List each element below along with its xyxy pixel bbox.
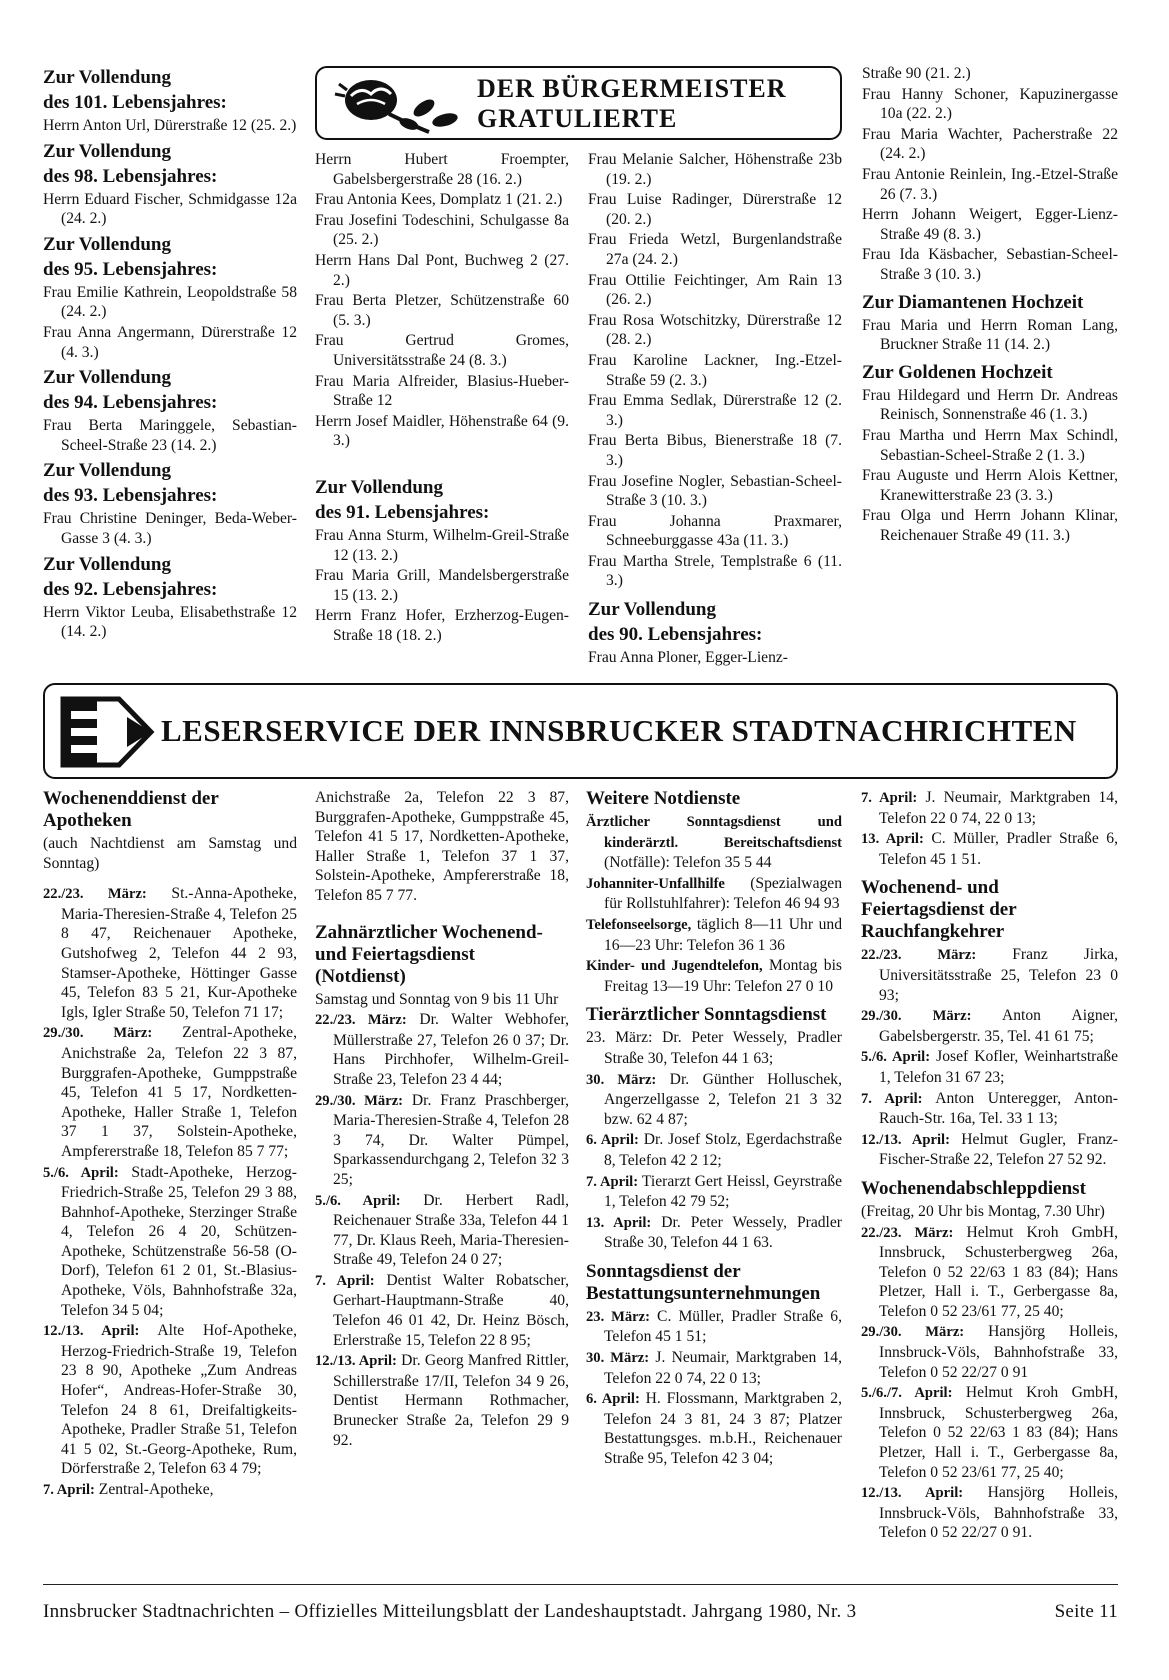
entry-date: 30. März: [586, 1071, 657, 1088]
section-heading: Wochenenddienst der Apotheken [43, 788, 219, 831]
section-heading-sub: des 92. Lebensjahres: [43, 578, 218, 600]
service-entry [861, 1322, 1118, 1382]
entry-date: 29./30. März: [43, 1025, 153, 1042]
page-footer [43, 1601, 1118, 1623]
list-entry: Frau Maria und Herrn Roman Lang, Bruckner Straße 11 (14. 2.) [862, 316, 1118, 354]
entry-date: 12./13. April: [861, 1485, 964, 1502]
service-entry [43, 1321, 297, 1479]
section-intro: Samstag und Sonntag von 9 bis 11 Uhr [315, 990, 559, 1008]
list-entry: Herrn Johann Weigert, Egger-Lienz-Straße 49 (8. 3.) [862, 206, 1118, 243]
list-entry: Frau Frieda Wetzl, Burgenlandstraße 27a (24. 2.) [588, 231, 842, 268]
top-col-1 [43, 62, 297, 643]
list-entry: Frau Josefini Todeschini, Schulgasse 8a (25. 2.) [315, 211, 569, 249]
birthday-header-title: DER BÜRGERMEISTER GRATULIERTE [477, 74, 787, 133]
list-entry: Frau Olga und Herrn Johann Klinar, Reichenauer Straße 49 (11. 3.) [862, 507, 1118, 544]
list-entry: Herrn Eduard Fischer, Schmidgasse 12a (24. 2.) [43, 190, 297, 228]
entry-text: Dr. Herbert Radl, Reichenauer Straße 33a, Telefon 44 1 77, Dr. Klaus Reeh, Maria-Theresien-Straße 49, Telefon 24 0 27; [333, 1191, 570, 1269]
service-entry [586, 1307, 842, 1347]
entry-date: Telefonseelsorge, [586, 916, 692, 933]
list-entry: Frau Luise Radinger, Dürerstraße 12 (20. 2.) [588, 191, 842, 228]
section-heading-sub: des 98. Lebensjahres: [43, 165, 218, 187]
entry-text: Helmut Kroh GmbH, Innsbruck, Schusterbergweg 26a, Telefon 0 52 22/63 1 83 (84); Hans Pletzer, Hall i. T., Gerbergasse 8a, Telefon 0 52 23/61 77, 25 40; [879, 1384, 1118, 1481]
spacer [588, 592, 842, 594]
entry-date: Kinder- und Jugendtelefon, [586, 958, 763, 975]
service-entry [861, 1006, 1118, 1046]
entry-text: Hansjörg Holleis, Innsbruck-Völs, Bahnhofstraße 33, Telefon 0 52 22/27 0 91. [879, 1484, 1118, 1542]
entry-date: 30. März: [586, 1350, 650, 1367]
leserservice-title: LESERSERVICE DER INNSBRUCKER STADTNACHRICHTEN [161, 713, 1077, 748]
entry-date: 12./13. April: [43, 1323, 140, 1340]
pen-nib-icon [57, 693, 157, 771]
service-entry [586, 1070, 842, 1130]
entry-date: 22./23. März: [861, 1224, 954, 1241]
entry-text: Dr. Günther Holluschek, Angerzellgasse 2, Telefon 21 3 32 bzw. 62 4 87; [604, 1070, 842, 1128]
section-heading-sub: des 93. Lebensjahres: [43, 485, 218, 507]
service-entry [861, 1089, 1118, 1129]
entry-text: Dr. Georg Manfred Rittler, Schillerstraße 17/II, Telefon 34 9 26, Dentist Hermann Rothmacher, Brunecker Straße 2a, Telefon 29 9 92. [333, 1352, 569, 1449]
section-heading: Zur Diamantenen Hochzeit [862, 291, 1084, 313]
service-entry [315, 1191, 569, 1270]
entry-text: Hansjörg Holleis, Innsbruck-Völs, Bahnhofstraße 33, Telefon 0 52 22/27 0 91 [879, 1323, 1118, 1381]
entry-text: J. Neumair, Marktgraben 14, Telefon 22 0 74, 22 0 13; [879, 789, 1119, 827]
list-entry: Frau Melanie Salcher, Höhenstraße 23b (19. 2.) [588, 151, 842, 188]
list-entry: Frau Martha und Herrn Max Schindl, Sebastian-Scheel-Straße 2 (1. 3.) [862, 426, 1118, 464]
entry-text: Stadt-Apotheke, Herzog-Friedrich-Straße 25, Telefon 29 3 88, Bahnhof-Apotheke, Sterzinger Straße 4, Telefon 26 4 20, Schützen-Apotheke, Schützenstraße 56-58 (O-Dorf), Telefon 61 2 01, St.-Blasius-Apotheke, Völs, Bahnhofstraße 32a, Telefon 34 5 04; [61, 1163, 298, 1319]
entry-text: J. Neumair, Marktgraben 14, Telefon 22 0 74, 22 0 13; [604, 1349, 842, 1387]
entry-date: 7. April: [315, 1272, 375, 1289]
list-entry: Herrn Josef Maidler, Höhenstraße 64 (9. 3.) [315, 412, 569, 450]
entry-date: 22./23. März: [315, 1012, 407, 1029]
section-heading: Zur Vollendung [588, 599, 716, 621]
section-heading-sub: des 90. Lebensjahres: [588, 624, 763, 646]
list-entry: Frau Antonie Reinlein, Ing.-Etzel-Straße 26 (7. 3.) [862, 165, 1118, 203]
entry-date: 7. April: [586, 1173, 639, 1190]
section-intro: (Freitag, 20 Uhr bis Montag, 7.30 Uhr) [861, 1202, 1105, 1220]
section-intro: (auch Nachtdienst am Samstag und Sonntag) [43, 835, 297, 872]
entry-date: 7. April: [43, 1482, 95, 1498]
list-entry: Herrn Hubert Froempter, Gabelsbergerstraße 28 (16. 2.) [315, 151, 569, 188]
entry-date: 5./6. April: [43, 1164, 119, 1181]
section-heading: Zur Vollendung [43, 233, 171, 255]
service-entry [586, 1389, 842, 1468]
entry-text: H. Flossmann, Marktgraben 2, Telefon 24 3 81, 24 3 87; Platzer Bestattungsges. m.b.H., Reichenauer Straße 95, Telefon 42 3 04; [604, 1390, 843, 1468]
entry-text: Montag bis Freitag 13—19 Uhr: Telefon 27 0 10 [604, 957, 842, 995]
entry-date: Johanniter-Unfallhilfe [586, 875, 725, 892]
section-heading: Weitere Notdienste [586, 788, 741, 809]
page-number: Seite 11 [1054, 1601, 1118, 1622]
list-entry: Herrn Hans Dal Pont, Buchweg 2 (27. 2.) [315, 251, 569, 289]
service-entry [43, 1480, 297, 1501]
entry-text: Dr. Franz Praschberger, Maria-Theresien-Straße 4, Telefon 28 3 74, Dr. Walter Pümpel, Sparkassendurchgang 2, Telefon 32 3 25; [333, 1091, 569, 1188]
section-heading: Zur Vollendung [43, 553, 171, 575]
spacer [43, 874, 297, 884]
entry-date: 13. April: [586, 1214, 652, 1231]
entry-date: 5./6. April: [315, 1192, 401, 1209]
list-entry: Frau Gertrud Gromes, Universitätsstraße 24 (8. 3.) [315, 332, 569, 369]
service-entry [586, 874, 842, 914]
service-entry [586, 1348, 842, 1388]
entry-text: Helmut Kroh GmbH, Innsbruck, Schusterbergweg 26a, Telefon 0 52 22/63 1 83 (84); Hans Pletzer, Hall i. T., Gerbergasse 8a, Telefon 0 52 23/61 77, 25 40; [879, 1223, 1118, 1320]
list-entry: Frau Josefine Nogler, Sebastian-Scheel-Straße 3 (10. 3.) [588, 472, 842, 510]
service-entry [315, 1091, 569, 1190]
list-entry: Frau Ida Käsbacher, Sebastian-Scheel-Straße 3 (10. 3.) [862, 246, 1118, 283]
service-entry [861, 788, 1118, 828]
section-heading: Tierärztlicher Sonntagsdienst [586, 1004, 827, 1026]
list-entry: Frau Anna Sturm, Wilhelm-Greil-Straße 12 (13. 2.) [315, 526, 569, 564]
rose-icon [329, 74, 469, 136]
section-heading: Zahnärztlicher Wochenend- und Feiertagsdienst (Notdienst) [315, 921, 543, 987]
entry-text: Anton Unteregger, Anton-Rauch-Str. 16a, Tel. 33 1 13; [879, 1089, 1118, 1128]
list-entry: Frau Hildegard und Herrn Dr. Andreas Reinisch, Sonnenstraße 46 (1. 3.) [862, 386, 1118, 424]
section-heading: Zur Vollendung [43, 460, 171, 482]
service-entry [586, 1130, 842, 1170]
entry-text: (Notfälle): Telefon 35 5 44 [604, 854, 772, 872]
list-entry: Frau Maria Grill, Mandelsbergerstraße 15 (13. 2.) [315, 567, 569, 604]
entry-text: 23. März: Dr. Peter Wessely, Pradler Straße 30, Telefon 44 1 63; [586, 1029, 842, 1067]
service-entry [586, 1213, 842, 1253]
entry-text: (Spezialwagen für Rollstuhlfahrer): Telefon 46 94 93 [604, 874, 842, 913]
list-entry: Frau Rosa Wotschitzky, Dürerstraße 12 (28. 2.) [588, 311, 842, 349]
bottom-col-2 [315, 788, 569, 1451]
section-heading: Zur Vollendung [43, 140, 171, 162]
service-entry [861, 1383, 1118, 1482]
list-entry: Frau Johanna Praxmarer, Schneeburggasse 43a (11. 3.) [588, 512, 842, 550]
entry-date: 5./6. April: [861, 1049, 931, 1066]
list-entry: Frau Martha Strele, Templstraße 6 (11. 3.) [588, 552, 842, 590]
service-entry [861, 1223, 1118, 1322]
entry-date: 5./6./7. April: [861, 1385, 953, 1402]
entry-text: Josef Kofler, Weinhartstraße 1, Telefon 31 67 23; [879, 1048, 1118, 1086]
entry-date: 12./13. April: [861, 1131, 950, 1148]
entry-text: Dr. Peter Wessely, Pradler Straße 30, Telefon 44 1 63. [604, 1213, 842, 1252]
birthday-header-box [315, 66, 842, 140]
entry-date: 22./23. März: [861, 947, 977, 964]
section-heading-sub: des 95. Lebensjahres: [43, 258, 218, 280]
list-entry: Frau Berta Bibus, Bienerstraße 18 (7. 3.) [588, 432, 842, 469]
entry-date: 13. April: [861, 831, 924, 848]
footer-publication: Innsbrucker Stadtnachrichten – Offizielles Mitteilungsblatt der Landeshauptstadt. Jahrgang 1980, Nr. 3 [43, 1601, 857, 1622]
service-entry [315, 1010, 569, 1089]
spacer [315, 452, 569, 472]
list-entry: Frau Auguste und Herrn Alois Kettner, Kranewitterstraße 23 (3. 3.) [862, 467, 1118, 504]
top-col-3 [588, 150, 842, 669]
entry-date: 29./30. März: [861, 1008, 972, 1025]
service-entry [43, 1163, 297, 1321]
section-heading-sub: des 91. Lebensjahres: [315, 501, 490, 523]
list-entry: Herrn Viktor Leuba, Elisabethstraße 12 (14. 2.) [43, 603, 297, 641]
list-entry: Frau Berta Pletzer, Schützenstraße 60 (5. 3.) [315, 292, 569, 329]
entry-text: Dentist Walter Robatscher, Gerhart-Hauptmann-Straße 40, Telefon 46 01 42, Dr. Heinz Bösch, Erlerstraße 15, Telefon 22 8 95; [333, 1271, 569, 1349]
list-entry: Herrn Anton Url, Dürerstraße 12 (25. 2.) [43, 117, 297, 134]
entry-text: täglich 8—11 Uhr und 16—23 Uhr: Telefon 36 1 36 [604, 915, 842, 954]
service-entry [586, 915, 842, 955]
service-entry [586, 956, 842, 996]
entry-text: Zentral-Apotheke, [94, 1481, 214, 1498]
entry-text: Dr. Walter Webhofer, Müllerstraße 27, Telefon 26 0 37; Dr. Hans Pirchhofer, Wilhelm-Greil-Straße 23, Telefon 23 4 44; [333, 1011, 569, 1088]
list-entry: Frau Hanny Schoner, Kapuzinergasse 10a (22. 2.) [862, 85, 1118, 123]
list-entry: Frau Karoline Lackner, Ing.-Etzel-Straße 59 (2. 3.) [588, 351, 842, 389]
entry-date: 29./30. März: [861, 1324, 965, 1341]
section-heading: Zur Goldenen Hochzeit [862, 361, 1053, 383]
entry-text: Helmut Gugler, Franz-Fischer-Straße 22, Telefon 27 52 92. [879, 1130, 1119, 1169]
leserservice-header-box [43, 683, 1118, 779]
top-col-2 [315, 150, 569, 646]
service-entry [861, 1130, 1118, 1170]
service-entry [315, 1271, 569, 1350]
entry-date: 7. April: [861, 790, 918, 806]
entry-text: Tierarzt Gert Heissl, Geyrstraße 1, Telefon 42 79 52; [604, 1172, 842, 1211]
bottom-col-4 [861, 788, 1118, 1544]
entry-text: Dr. Josef Stolz, Egerdachstraße 8, Telefon 42 2 12; [604, 1131, 842, 1169]
entry-text: St.-Anna-Apotheke, Maria-Theresien-Straße 4, Telefon 25 8 47, Reichenauer Apotheke, Gutshofweg 2, Telefon 44 2 93, Stamser-Apotheke, Höttinger Gasse 45, Telefon 83 5 21, Kur-Apotheke Igls, Igler Straße 50, Telefon 71 17; [61, 885, 297, 1021]
list-entry: Frau Emilie Kathrein, Leopoldstraße 58 (24. 2.) [43, 283, 297, 321]
entry-date: 12./13. April: [315, 1353, 397, 1370]
list-entry: Straße 90 (21. 2.) [862, 65, 971, 82]
list-entry: Frau Maria Alfreider, Blasius-Hueber-Straße 12 [315, 372, 569, 410]
footer-rule [43, 1584, 1118, 1585]
section-heading-sub: des 101. Lebensjahres: [43, 92, 227, 113]
list-entry: Frau Maria Wachter, Pacherstraße 22 (24. 2.) [862, 125, 1118, 163]
entry-text: C. Müller, Pradler Straße 6, Telefon 45 1 51. [879, 830, 1118, 868]
service-entry [586, 1172, 842, 1212]
entry-date: 7. April: [861, 1090, 923, 1107]
entry-date: 22./23. März: [43, 886, 147, 903]
service-entry [586, 1028, 842, 1068]
section-heading: Zur Vollendung [43, 367, 171, 389]
top-col-4 [862, 64, 1118, 546]
entry-date: 6. April: [586, 1391, 640, 1408]
entry-date: 29./30. März: [315, 1092, 404, 1109]
entry-text: Anton Aigner, Gabelsbergerstr. 35, Tel. 41 61 75; [879, 1007, 1119, 1045]
entry-text: C. Müller, Pradler Straße 6, Telefon 45 1 51; [604, 1307, 842, 1346]
service-entry [861, 945, 1118, 1005]
entry-date: Ärztlicher Sonntagsdienst und kinderärztl. Bereitschaftsdienst [586, 814, 842, 851]
section-heading-sub: des 94. Lebensjahres: [43, 392, 218, 414]
service-entry [861, 829, 1118, 869]
list-entry: Frau Ottilie Feichtinger, Am Rain 13 (26. 2.) [588, 271, 842, 309]
list-entry: Frau Anna Ploner, Egger-Lienz- [588, 649, 788, 667]
list-entry: Frau Berta Maringgele, Sebastian-Scheel-Straße 23 (14. 2.) [43, 417, 297, 454]
list-entry: Frau Christine Deninger, Beda-Weber-Gasse 3 (4. 3.) [43, 510, 297, 547]
service-entry [586, 812, 842, 873]
service-entry [861, 1483, 1118, 1543]
section-heading: Wochenendabschleppdienst [861, 1177, 1086, 1199]
entry-text: Franz Jirka, Universitätsstraße 25, Telefon 23 0 93; [879, 946, 1119, 1004]
section-heading: Zur Vollendung [315, 476, 443, 498]
continued-text: Anichstraße 2a, Telefon 22 3 87, Burggrafen-Apotheke, Gumppstraße 45, Telefon 41 5 17, Nordketten-Apotheke, Haller Straße 1, Telefon 37 1 37, Solstein-Apotheke, Ampfererstraße 18, Telefon 85 7 77. [315, 789, 569, 904]
list-entry: Herrn Franz Hofer, Erzherzog-Eugen-Straße 18 (18. 2.) [315, 607, 569, 644]
entry-date: 6. April: [586, 1132, 639, 1149]
entry-text: Zentral-Apotheke, Anichstraße 2a, Telefon 22 3 87, Burggrafen-Apotheke, Gumppstraße 45, Telefon 41 5 17, Nordketten-Apotheke, Haller Straße 1, Telefon 37 1 37, Solstein-Apotheke, Ampfererstraße 18, Telefon 85 7 77; [61, 1024, 297, 1160]
list-entry: Frau Emma Sedlak, Dürerstraße 12 (2. 3.) [588, 392, 842, 429]
list-entry: Frau Antonia Kees, Domplatz 1 (21. 2.) [315, 191, 563, 209]
entry-date: 23. März: [586, 1308, 650, 1325]
service-entry [43, 1023, 297, 1161]
list-entry: Frau Anna Angermann, Dürerstraße 12 (4. 3.) [43, 323, 297, 361]
service-entry [315, 1351, 569, 1450]
service-entry [861, 1047, 1118, 1087]
section-heading: Zur Vollendung [43, 67, 171, 88]
section-heading: Sonntagsdienst der Bestattungsunternehmungen [586, 1260, 821, 1304]
entry-text: Alte Hof-Apotheke, Herzog-Friedrich-Straße 19, Telefon 23 8 90, Apotheke „Zum Andreas Hofer“, Andreas-Hofer-Straße 30, Telefon 24 8 61, Dreifaltigkeits-Apotheke, Pradler Straße 51, Telefon 41 5 02, St.-Georg-Apotheke, Rum, Dörferstraße 2, Telefon 63 4 79; [61, 1322, 297, 1478]
section-heading: Wochenend- und Feiertagsdienst der Rauchfangkehrer [861, 877, 1017, 943]
bottom-col-1 [43, 788, 297, 1502]
service-entry [43, 884, 297, 1022]
bottom-col-3 [586, 788, 842, 1470]
